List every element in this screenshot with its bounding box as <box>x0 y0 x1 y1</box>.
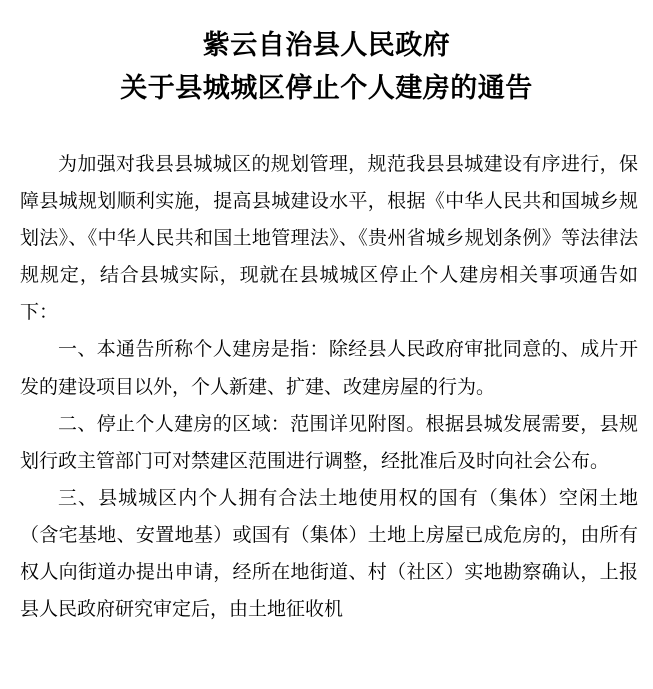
paragraph-article-2: 二、停止个人建房的区域：范围详见附图。根据县城发展需要，县规划行政主管部门可对禁建区范围进行调整，经批准后及时向社会公布。 <box>20 412 638 472</box>
paragraph-article-1: 一、本通告所称个人建房是指：除经县人民政府审批同意的、成片开发的建设项目以外，个人新建、扩建、改建房屋的行为。 <box>20 338 638 398</box>
document-title-subject: 关于县城城区停止个人建房的通告 <box>120 73 533 104</box>
document-title-issuer: 紫云自治县人民政府 <box>202 30 451 61</box>
paragraph-preamble: 为加强对我县县城城区的规划管理，规范我县县城建设有序进行，保障县城规划顺利实施，提高县城建设水平，根据《中华人民共和国城乡规划法》、《中华人民共和国土地管理法》、《贵州省城乡规划条例》等法律法规规定，结合县城实际，现就在县城城区停止个人建房相关事项通告如下： <box>20 153 638 324</box>
paragraph-article-3: 三、县城城区内个人拥有合法土地使用权的国有（集体）空闲土地（含宅基地、安置地基）或国有（集体）土地上房屋已成危房的，由所有权人向街道办提出申请，经所在地街道、村（社区）实地勘察确认，上报县人民政府研究审定后，由土地征收机 <box>20 486 638 621</box>
document-body <box>20 146 638 628</box>
